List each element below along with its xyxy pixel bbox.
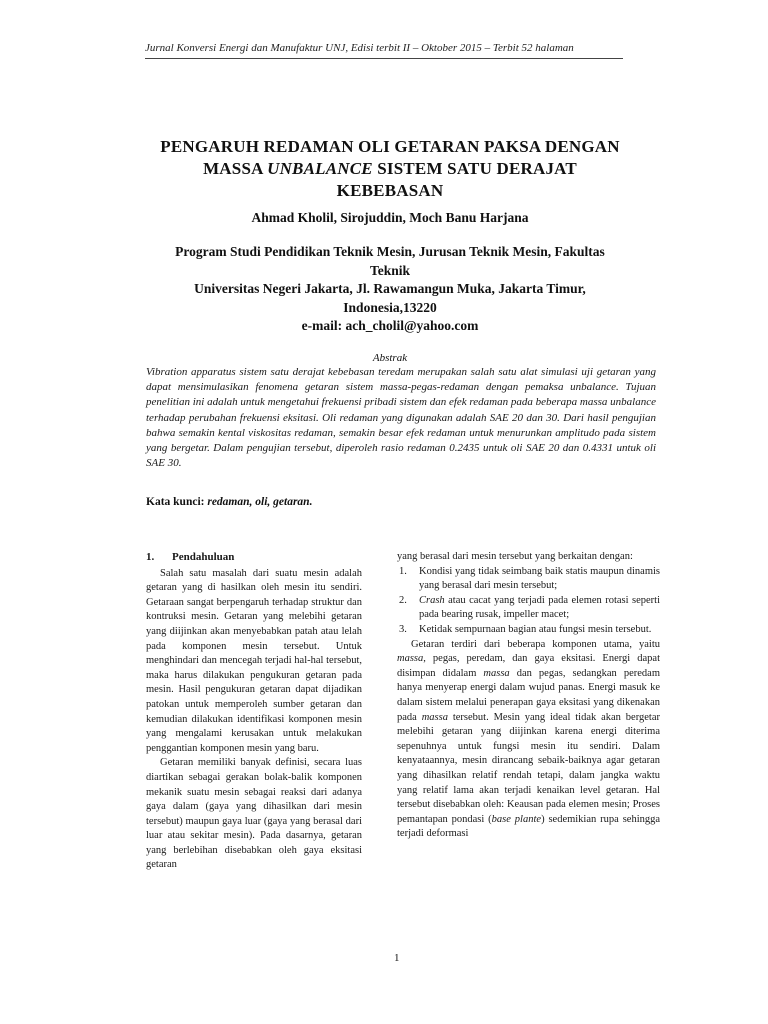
text-run: dan pegas, sedangkan peredam hanya menyerap energi dalam wujud panas. Energi masuk ke dalam sistem melalui penerapan gaya eksitasi yang dikenakan pada xyxy=(397,667,660,723)
intro-paragraph-2: Getaran memiliki banyak definisi, secara luas diartikan sebagai gerakan bolak-balik komponen mekanik suatu mesin sebagai reaksi dari adanya gaya dalam (gaya yang dihasilkan dari mesin tersebut) maupun gaya luar (gaya yang berasal dari luar atau sekitar mesin). Pada dasarnya, getaran yang berlebihan disebabkan oleh gaya eksitasi getaran xyxy=(146,757,362,871)
abstract-heading: Abstrak xyxy=(372,352,408,364)
keywords xyxy=(146,496,646,508)
list-item-number: 2. xyxy=(399,594,407,606)
title-line-2-italic: UNBALANCE xyxy=(267,159,373,178)
keywords-values: redaman, oli, getaran. xyxy=(207,496,313,508)
paper-title xyxy=(140,136,640,202)
affiliation-line-2: Teknik xyxy=(369,262,411,278)
text-run: Getaran terdiri dari beberapa komponen utama, yaitu xyxy=(411,638,660,650)
affiliation-line-3: Universitas Negeri Jakarta, Jl. Rawamangun Muka, Jakarta Timur, xyxy=(194,281,586,296)
list-item-number: 1. xyxy=(399,565,407,577)
keywords-label: Kata kunci: xyxy=(146,496,208,508)
list-item-text: Ketidak sempurnaan bagian atau fungsi mesin tersebut. xyxy=(419,623,652,635)
authors: Ahmad Kholil, Sirojuddin, Moch Banu Harjana xyxy=(251,210,529,225)
list-item xyxy=(397,623,660,638)
author-email: e-mail: ach_cholil@yahoo.com xyxy=(301,318,479,333)
title-line-1: PENGARUH REDAMAN OLI GETARAN PAKSA DENGAN xyxy=(160,137,620,156)
header-rule xyxy=(145,58,623,59)
abstract-body: Vibration apparatus sistem satu derajat kebebasan teredam merupakan salah satu alat simulasi uji getaran yang dapat mensimulasikan fenomena getaran sistem massa-pegas-redaman dengan pemaksa unbalance. Tujuan penelitian ini adalah untuk mengetahui frekuensi pribadi sistem dan efek redaman pada beberapa massa unbalance terhadap perubahan frekuensi eksitasi. Oli redaman yang digunakan adalah SAE 20 dan 30. Dari hasil pengujian bahwa semakin kental viskositas redaman, semakin besar efek redaman untuk menurunkan amplitudo pada sistem yang bergetar. Dalam pengujian tersebut, diperoleh rasio redaman 0.2435 untuk oli SAE 20 dan 0.4331 untuk oli SAE 30. xyxy=(146,366,656,470)
italic-term: base plante xyxy=(491,813,542,825)
list-item-text: atau cacat yang terjadi pada elemen rotasi seperti pada bearing rusak, impeller macet; xyxy=(419,594,660,621)
page-number: 1 xyxy=(394,952,400,964)
list-item xyxy=(397,565,660,594)
right-intro: yang berasal dari mesin tersebut yang berkaitan dengan: xyxy=(397,551,633,562)
title-line-2-pre: MASSA xyxy=(203,159,268,178)
italic-term: massa xyxy=(397,653,424,665)
title-line-3: KEBEBASAN xyxy=(336,181,444,200)
list-item-number: 3. xyxy=(399,623,407,635)
affiliation xyxy=(140,243,640,336)
section-heading xyxy=(146,550,362,565)
left-column xyxy=(146,550,362,873)
text-run: , pegas, peredam, dan gaya eksitasi. Energi dapat disimpan didalam xyxy=(397,653,660,679)
list-item-text: Kondisi yang tidak seimbang baik statis maupun dinamis yang berasal dari mesin tersebut; xyxy=(419,565,660,592)
section-number: 1. xyxy=(146,551,155,563)
list-item-italic: Crash xyxy=(419,594,445,606)
title-line-2-post: SISTEM SATU DERAJAT xyxy=(372,159,577,178)
section-title: Pendahuluan xyxy=(172,551,235,563)
components-paragraph xyxy=(397,638,660,842)
italic-term: massa xyxy=(483,667,510,679)
cause-list xyxy=(397,565,660,638)
journal-header: Jurnal Konversi Energi dan Manufaktur UNJ, Edisi terbit II – Oktober 2015 – Terbit 52 halaman xyxy=(145,42,574,54)
text-run: ) sedemikian rupa sehingga terjadi deformasi xyxy=(397,813,661,840)
affiliation-line-4: Indonesia,13220 xyxy=(343,299,437,315)
list-item xyxy=(397,594,660,623)
text-run: tersebut. Mesin yang ideal tidak akan bergetar melebihi getaran yang diijinkan karena energi diterima sepenuhnya untuk fungsi mesin itu sendiri. Dalam kenyataannya, mesin dirancang sebaik-baiknya agar getaran yang dihasilkan relatif rendah tetapi, dalam jangka waktu yang relatif lama akan terjadi kenaikan level getaran. Hal tersebut disebabkan oleh: Keausan pada elemen mesin; Proses pemantapan pondasi ( xyxy=(397,711,660,825)
title-line-2 xyxy=(140,158,640,180)
right-column xyxy=(397,550,660,842)
italic-term: massa xyxy=(421,711,448,723)
intro-paragraph-1: Salah satu masalah dari suatu mesin adalah getaran yang di hasilkan oleh mesin itu sendiri. Getaraan sangat berpengaruh terhadap struktur dan kontruksi mesin. Getaran yang melebihi getaran yang diijinkan akan menyebabkan patah atau lelah pada komponen mesin tersebut. Untuk menghindari dan mencegah terjadi hal-hal tersebut, maka harus dilakukan pengukuran getaran pada mesin. Hasil pengukuran getaran dapat dijadikan patokan untuk memperoleh sumber getaran dan kemudian dilakukan identifikasi komponen mesin yang mengalami kerusakan untuk melakukan penggantian komponen mesin yang baru. xyxy=(146,567,362,754)
affiliation-line-1: Program Studi Pendidikan Teknik Mesin, Jurusan Teknik Mesin, Fakultas xyxy=(175,244,605,259)
